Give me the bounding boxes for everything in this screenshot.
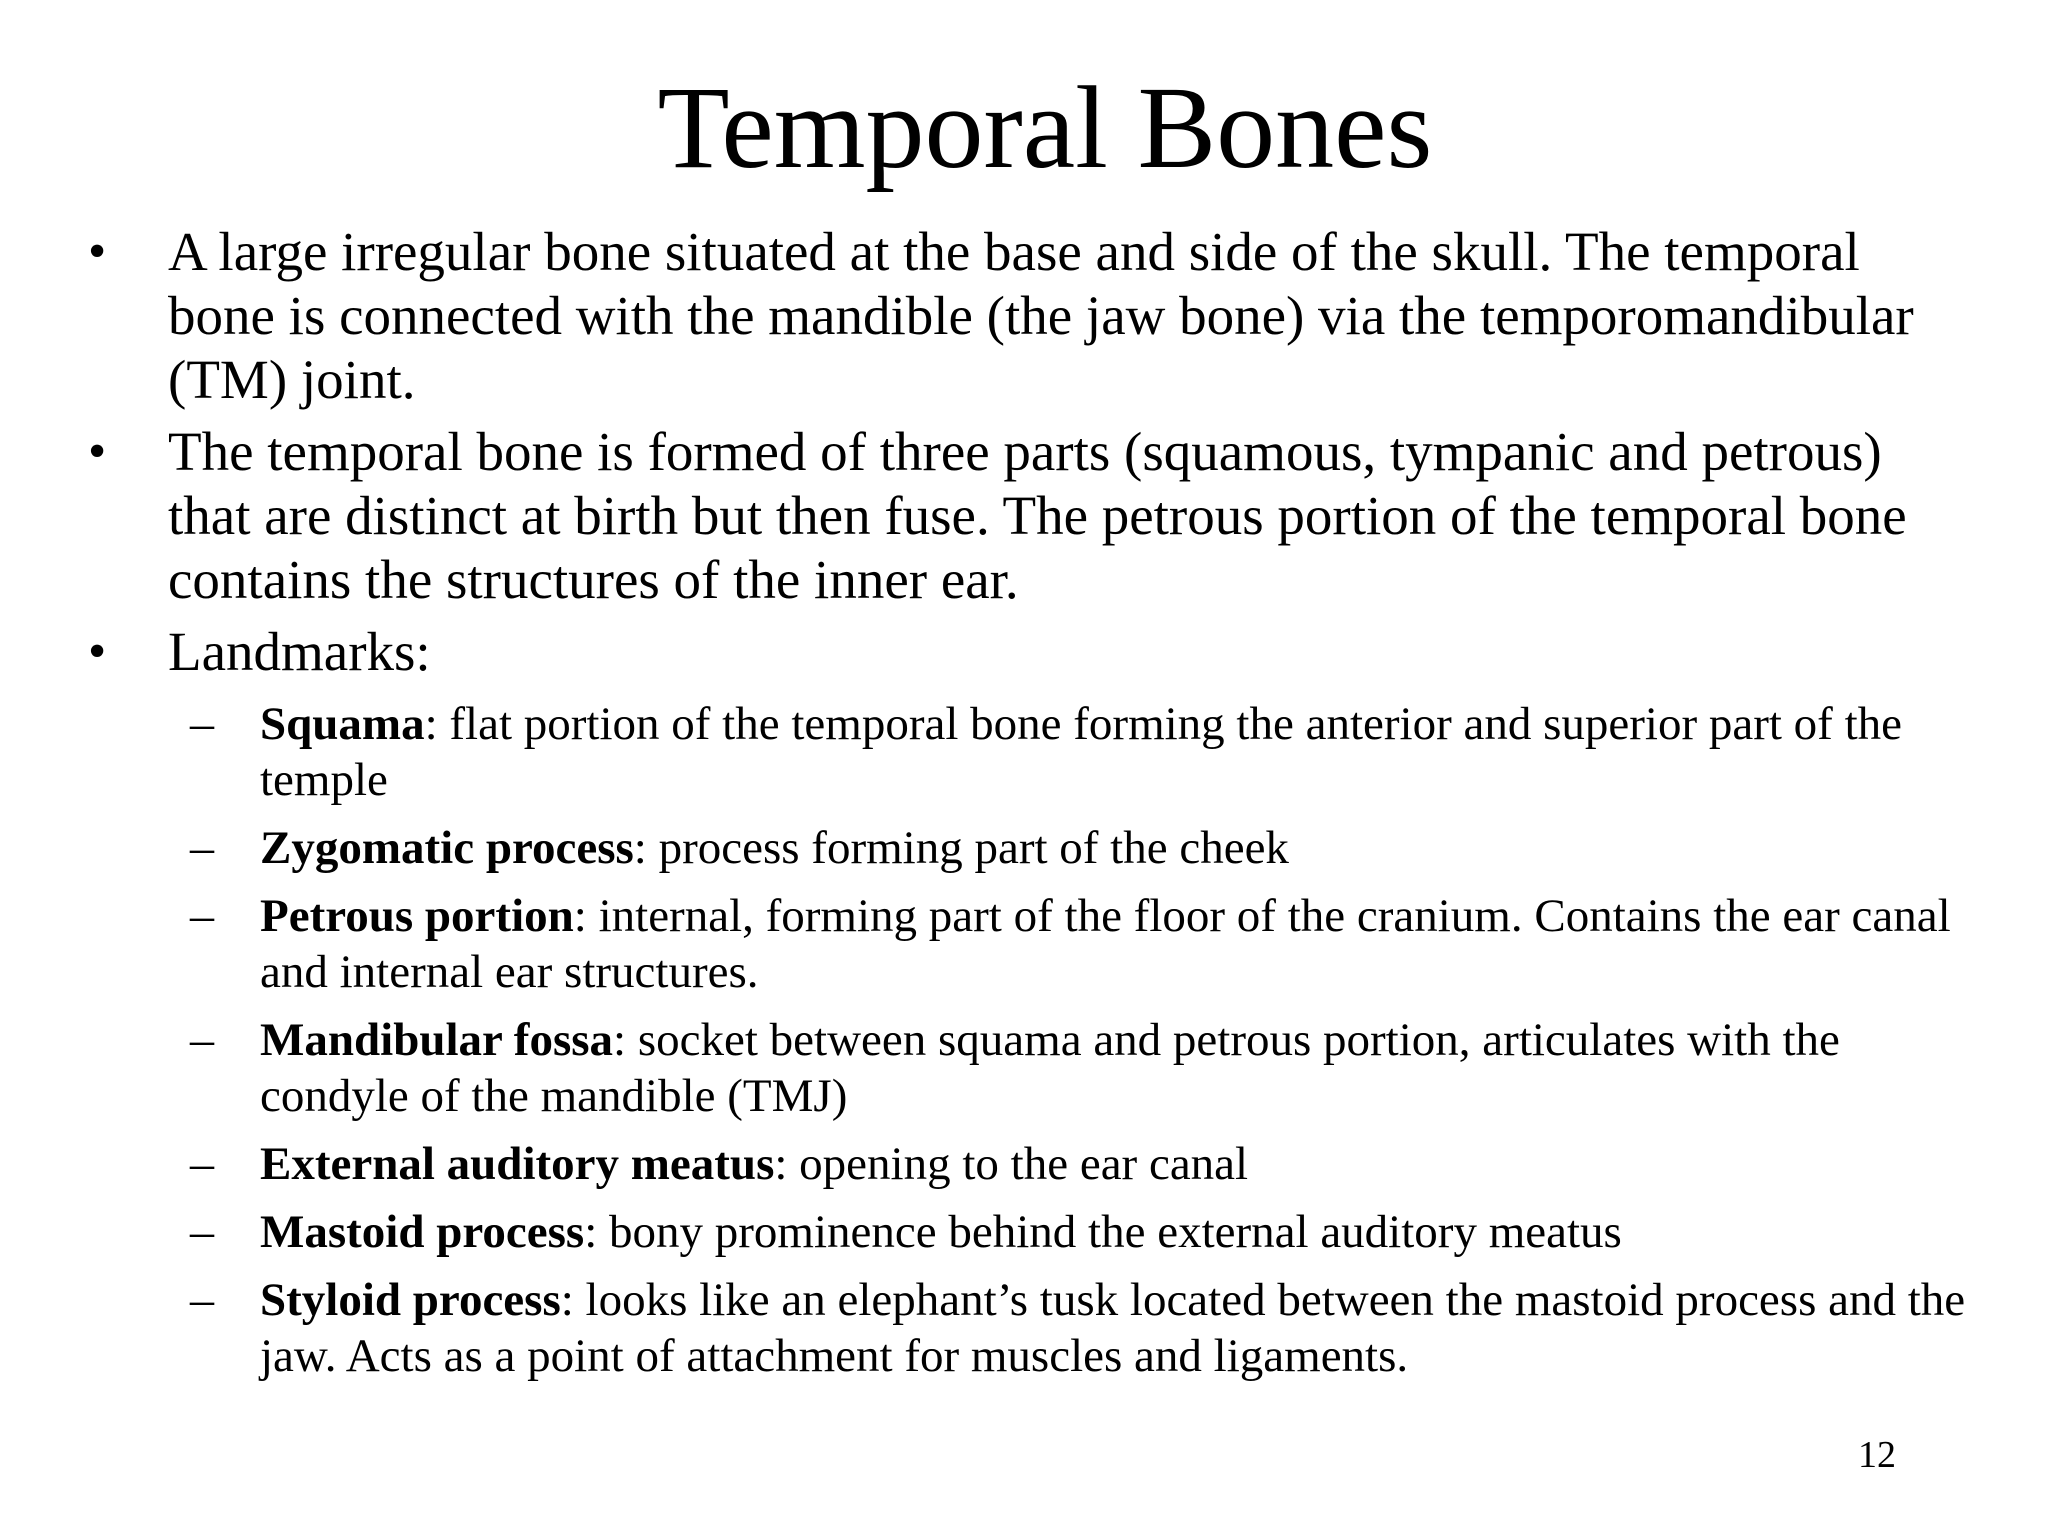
- sub-bullet-marker: –: [190, 697, 214, 750]
- bullet-marker: •: [88, 423, 107, 480]
- landmark-item: [260, 1136, 1970, 1192]
- landmark-item: [260, 820, 1970, 876]
- landmark-item: [260, 1012, 1970, 1124]
- bullet-marker: •: [88, 223, 107, 280]
- sub-bullet-marker: –: [190, 1013, 214, 1066]
- sub-bullet-marker: –: [190, 1205, 214, 1258]
- landmark-item: [260, 1272, 1970, 1384]
- bullet-text: Landmarks:: [168, 621, 431, 682]
- landmark-description: : bony prominence behind the external auditory meatus: [584, 1206, 1622, 1258]
- landmark-term: Squama: [260, 698, 425, 750]
- landmark-item: [260, 696, 1970, 808]
- bullet-text: The temporal bone is formed of three parts (squamous, tympanic and petrous) that are distinct at birth but then fuse. The petrous portion of the temporal bone contains the structures of the inner ear.: [168, 421, 1907, 610]
- landmark-term: Zygomatic process: [260, 822, 634, 874]
- landmark-term: Styloid process: [260, 1274, 561, 1326]
- sub-bullet-marker: –: [190, 821, 214, 874]
- landmark-item: [260, 1204, 1970, 1260]
- landmark-description: : internal, forming part of the floor of the cranium. Contains the ear canal and internal ear structures.: [260, 890, 1951, 998]
- landmark-term: External auditory meatus: [260, 1138, 775, 1190]
- landmark-description: : process forming part of the cheek: [633, 822, 1289, 874]
- landmark-item: [260, 888, 1970, 1000]
- bullet-marker: •: [88, 623, 107, 680]
- sub-bullet-marker: –: [190, 1137, 214, 1190]
- landmark-description: : looks like an elephant’s tusk located between the mastoid process and the jaw. Acts as a point of attachment for muscles and ligaments.: [260, 1274, 1966, 1382]
- landmark-term: Mandibular fossa: [260, 1014, 614, 1066]
- sub-bullet-marker: –: [190, 1273, 214, 1326]
- sub-bullet-marker: –: [190, 889, 214, 942]
- landmark-description: : socket between squama and petrous portion, articulates with the condyle of the mandible (TMJ): [260, 1014, 1840, 1122]
- landmark-description: : opening to the ear canal: [774, 1138, 1249, 1190]
- landmark-description: : flat portion of the temporal bone forming the anterior and superior part of the temple: [260, 698, 1903, 806]
- slide-title: Temporal Bones: [657, 62, 1433, 193]
- page-number: 12: [1858, 1434, 1896, 1476]
- landmark-term: Petrous portion: [260, 890, 574, 942]
- landmark-term: Mastoid process: [260, 1206, 585, 1258]
- bullet-text: A large irregular bone situated at the base and side of the skull. The temporal bone is connected with the mandible (the jaw bone) via the temporomandibular (TM) joint.: [168, 221, 1914, 410]
